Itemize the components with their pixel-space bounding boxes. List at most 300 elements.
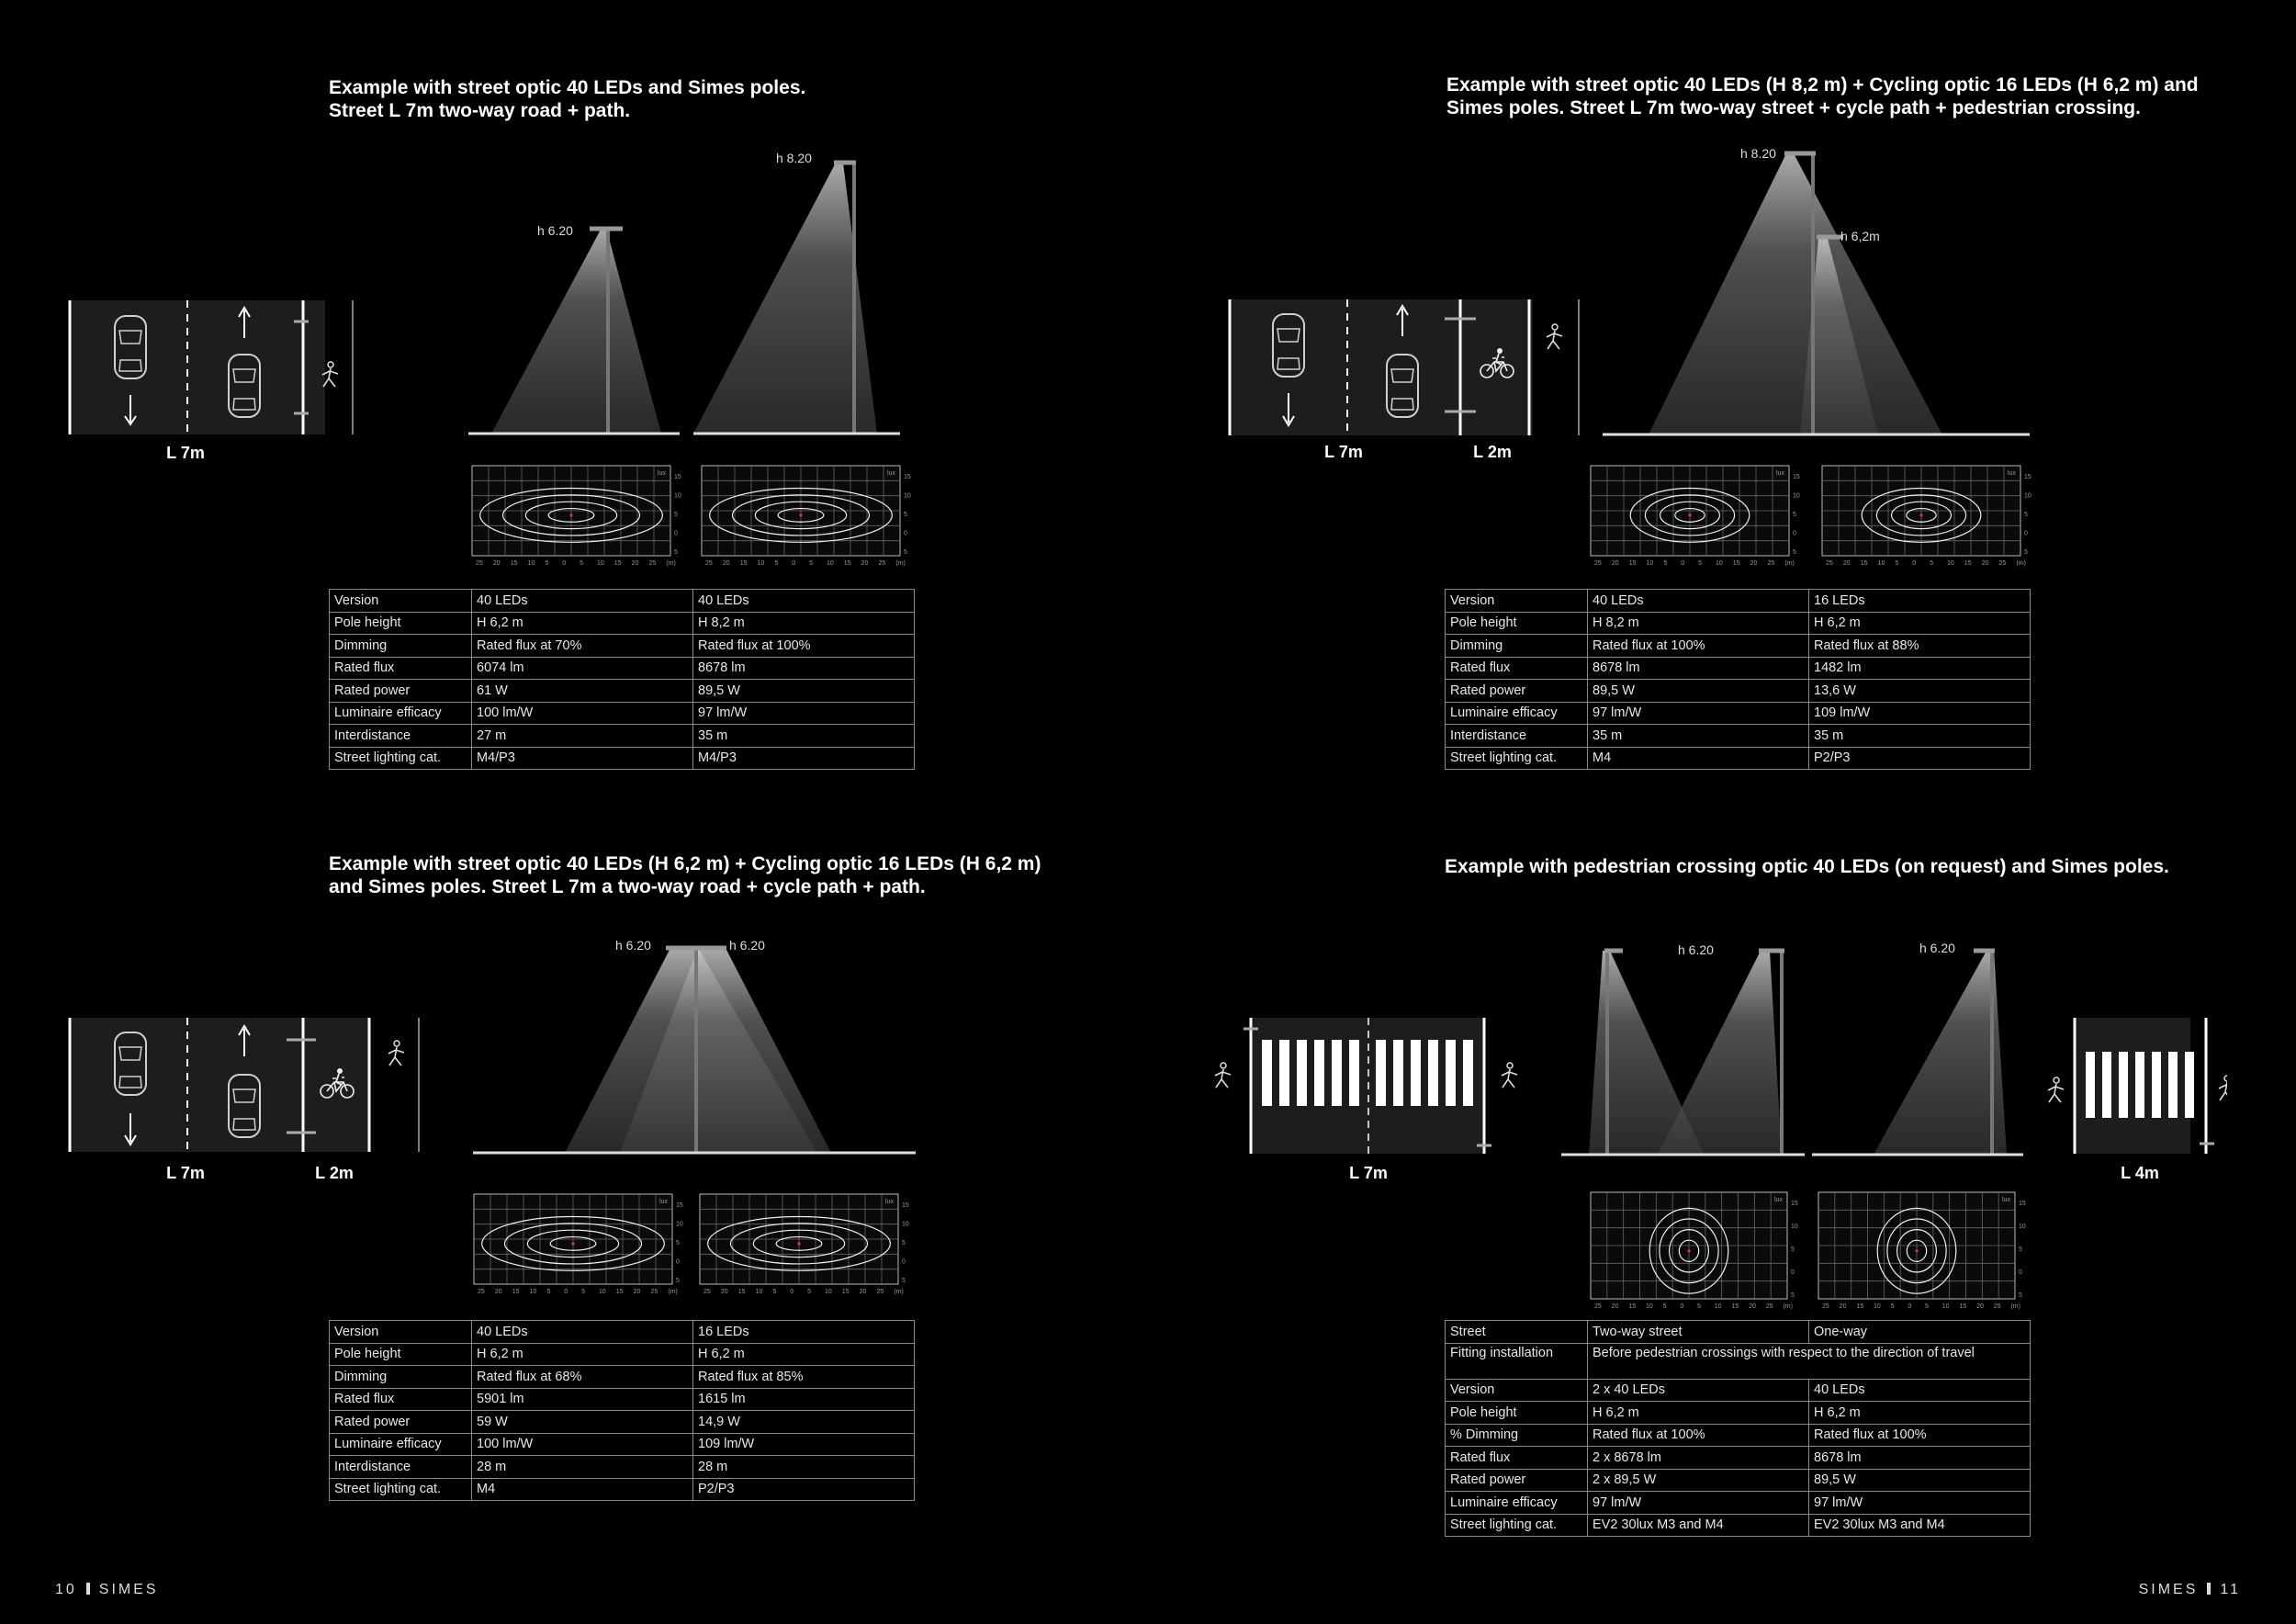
- spec-table-3: [329, 1320, 915, 1501]
- isolux-chart-4a: [1589, 1190, 1806, 1310]
- pole-height-label: h 6.20: [1919, 941, 1955, 955]
- axis-tick-label: 20: [1981, 560, 1989, 567]
- axis-tick-label: 25: [705, 560, 713, 567]
- axis-tick-label: 5: [1698, 560, 1703, 567]
- axis-tick-label: 10: [676, 1221, 683, 1228]
- axis-tick-label: 25: [876, 1289, 884, 1295]
- pole-height-label: h 8.20: [776, 151, 812, 165]
- axis-unit-label: lux: [658, 470, 666, 477]
- spec-value: Two-way street: [1588, 1321, 1809, 1344]
- spec-row: [1446, 1402, 2031, 1425]
- spec-row: [1446, 590, 2031, 613]
- spec-value: 40 LEDs: [472, 1321, 693, 1344]
- spec-value: Rated flux at 88%: [1809, 635, 2031, 658]
- spec-label: Rated power: [330, 1411, 472, 1434]
- axis-tick-label: 5: [904, 512, 907, 518]
- axis-tick-label: 5: [1930, 560, 1934, 567]
- spec-value: H 6,2 m: [1809, 1402, 2031, 1425]
- axis-tick-label: (m): [668, 1289, 678, 1295]
- section4-title: Example with pedestrian crossing optic 40 LEDs (on request) and Simes poles.: [1445, 856, 2169, 877]
- axis-tick-label: 10: [826, 560, 834, 567]
- page-number: 10: [55, 1582, 77, 1597]
- axis-tick-label: 20: [1839, 1303, 1847, 1310]
- spec-value: M4: [472, 1478, 693, 1501]
- axis-tick-label: 15: [1964, 560, 1972, 567]
- spec-value: 40 LEDs: [1588, 590, 1809, 613]
- pole-height-label: h 6.20: [729, 938, 765, 953]
- spec-label: Rated flux: [330, 1388, 472, 1411]
- axis-tick-label: (m): [894, 1289, 904, 1295]
- axis-tick-label: 5: [674, 512, 678, 518]
- axis-tick-label: 5: [2024, 549, 2028, 556]
- axis-tick-label: 10: [1646, 560, 1654, 567]
- spec-value: 8678 lm: [1588, 657, 1809, 680]
- spec-row: [1446, 680, 2031, 703]
- axis-tick-label: 10: [902, 1221, 909, 1228]
- axis-tick-label: 25: [1822, 1303, 1829, 1310]
- axis-tick-label: 5: [2019, 1292, 2022, 1299]
- axis-tick-label: 0: [2019, 1269, 2022, 1276]
- spec-label: % Dimming: [1446, 1424, 1588, 1447]
- axis-tick-label: 15: [1731, 1303, 1739, 1310]
- spec-value: 97 lm/W: [693, 702, 915, 725]
- axis-tick-label: 0: [1908, 1303, 1912, 1310]
- axis-tick-label: 0: [1912, 560, 1917, 567]
- spec-row: [330, 1388, 915, 1411]
- spec-label: Version: [1446, 590, 1588, 613]
- axis-tick-label: 15: [1791, 1201, 1798, 1207]
- spec-value: Rated flux at 85%: [693, 1366, 915, 1389]
- isolux-chart-1a: [470, 464, 689, 567]
- isolux-chart-4b: [1817, 1190, 2033, 1310]
- brand-name: SIMES: [98, 1582, 159, 1597]
- footer-right: [2139, 1582, 2241, 1598]
- spec-value: H 6,2 m: [1809, 612, 2031, 635]
- spec-value: 97 lm/W: [1588, 1492, 1809, 1515]
- axis-tick-label: 20: [861, 560, 869, 567]
- spec-row: [1446, 635, 2031, 658]
- axis-tick-label: 15: [674, 474, 681, 480]
- spec-value: 35 m: [1809, 725, 2031, 748]
- axis-tick-label: 10: [1715, 560, 1723, 567]
- axis-tick-label: 0: [1791, 1269, 1795, 1276]
- spec-value: 109 lm/W: [693, 1433, 915, 1456]
- spec-value: 61 W: [472, 680, 693, 703]
- spec-value: P2/P3: [693, 1478, 915, 1501]
- spec-value: 28 m: [472, 1456, 693, 1479]
- axis-tick-label: 15: [843, 560, 851, 567]
- spec-value: 89,5 W: [693, 680, 915, 703]
- spec-value: 8678 lm: [693, 657, 915, 680]
- axis-tick-label: 20: [631, 560, 639, 567]
- road-plan-1: [64, 294, 367, 468]
- road-plan-3: [64, 1010, 432, 1185]
- pole-marker: [1915, 1249, 1918, 1252]
- pole-marker: [1687, 1249, 1690, 1252]
- axis-tick-label: 10: [1877, 560, 1885, 567]
- axis-tick-label: 5: [1697, 1303, 1701, 1310]
- axis-tick-label: 0: [676, 1258, 680, 1266]
- spec-label: Dimming: [330, 635, 472, 658]
- axis-tick-label: 10: [904, 492, 911, 500]
- spec-value: 2 x 89,5 W: [1588, 1469, 1809, 1492]
- spec-row: [330, 680, 915, 703]
- pole-marker: [569, 513, 572, 516]
- road-width-label: L 4m: [2121, 1164, 2159, 1182]
- spec-value: 1482 lm: [1809, 657, 2031, 680]
- brand-name: SIMES: [2138, 1582, 2199, 1597]
- spec-value: EV2 30lux M3 and M4: [1809, 1514, 2031, 1537]
- spec-value: 97 lm/W: [1809, 1492, 2031, 1515]
- spec-table-2: [1445, 589, 2031, 770]
- axis-tick-label: 25: [1998, 560, 2007, 567]
- axis-tick-label: 10: [674, 492, 681, 500]
- axis-tick-label: 0: [790, 1289, 794, 1295]
- spec-row: [1446, 725, 2031, 748]
- axis-tick-label: 10: [598, 1289, 606, 1295]
- section2-title: Example with street optic 40 LEDs (H 8,2 m) + Cycling optic 16 LEDs (H 6,2 m) and Simes poles. Street L 7m two-way street + cycle path + pedestrian crossing.: [1446, 74, 2199, 118]
- axis-tick-label: 20: [859, 1289, 867, 1295]
- axis-tick-label: 15: [739, 560, 748, 567]
- axis-tick-label: 15: [1732, 560, 1740, 567]
- spec-value: 35 m: [1588, 725, 1809, 748]
- axis-tick-label: 0: [902, 1258, 906, 1266]
- spec-row: [1446, 657, 2031, 680]
- axis-tick-label: 0: [1680, 1303, 1684, 1310]
- spec-value: M4/P3: [472, 747, 693, 770]
- spec-value: P2/P3: [1809, 747, 2031, 770]
- spec-label: Street lighting cat.: [1446, 747, 1588, 770]
- spec-value: H 8,2 m: [1588, 612, 1809, 635]
- spec-value: 100 lm/W: [472, 1433, 693, 1456]
- axis-tick-label: 10: [1946, 560, 1954, 567]
- axis-tick-label: 25: [1993, 1303, 2001, 1310]
- spec-value: 28 m: [693, 1456, 915, 1479]
- axis-tick-label: 20: [720, 1289, 728, 1295]
- pole-elevation-1: [468, 147, 909, 441]
- spec-row: [330, 1321, 915, 1344]
- axis-tick-label: 25: [648, 560, 657, 567]
- spec-table-1: [329, 589, 915, 770]
- spec-row: [1446, 1343, 2031, 1379]
- axis-tick-label: 5: [581, 1289, 586, 1295]
- isolux-chart-3b: [698, 1192, 917, 1295]
- spec-value: 16 LEDs: [1809, 590, 2031, 613]
- spec-label: Street lighting cat.: [330, 747, 472, 770]
- axis-tick-label: 15: [2019, 1201, 2026, 1207]
- axis-tick-label: 5: [1663, 560, 1668, 567]
- spec-label: Rated power: [330, 680, 472, 703]
- spec-value: 109 lm/W: [1809, 702, 2031, 725]
- spec-label: Luminaire efficacy: [330, 1433, 472, 1456]
- spec-label: Rated power: [1446, 1469, 1588, 1492]
- section3-title: Example with street optic 40 LEDs (H 6,2 m) + Cycling optic 16 LEDs (H 6,2 m) and Simes poles. Street L 7m a two-way road + cycle path + path.: [329, 853, 1041, 897]
- axis-tick-label: 10: [2024, 492, 2032, 500]
- axis-tick-label: 0: [1793, 530, 1796, 537]
- spec-value: 89,5 W: [1588, 680, 1809, 703]
- axis-tick-label: 25: [1767, 560, 1775, 567]
- spec-value: 8678 lm: [1809, 1447, 2031, 1470]
- axis-tick-label: 5: [774, 560, 779, 567]
- section1-title: Example with street optic 40 LEDs and Simes poles. Street L 7m two-way road + path.: [329, 77, 806, 121]
- spec-label: Rated flux: [330, 657, 472, 680]
- spec-value: One-way: [1809, 1321, 2031, 1344]
- spec-value: 40 LEDs: [1809, 1379, 2031, 1402]
- axis-tick-label: 5: [809, 560, 814, 567]
- axis-tick-label: 5: [2024, 512, 2028, 518]
- spec-row: [330, 1433, 915, 1456]
- spec-value: 97 lm/W: [1588, 702, 1809, 725]
- spec-row: [330, 1456, 915, 1479]
- road-width-label: L 7m: [166, 1164, 205, 1182]
- spec-value: Rated flux at 70%: [472, 635, 693, 658]
- axis-tick-label: 15: [1959, 1303, 1967, 1310]
- pole-height-label: h 6.20: [537, 223, 573, 238]
- axis-tick-label: 15: [841, 1289, 850, 1295]
- spec-label: Pole height: [1446, 612, 1588, 635]
- spec-label: Version: [1446, 1379, 1588, 1402]
- axis-tick-label: 5: [1890, 1303, 1895, 1310]
- axis-unit-label: lux: [1776, 470, 1784, 477]
- spec-value: Rated flux at 100%: [1809, 1424, 2031, 1447]
- axis-tick-label: 10: [1646, 1303, 1653, 1310]
- spec-row: [1446, 612, 2031, 635]
- axis-tick-label: 25: [1765, 1303, 1773, 1310]
- spec-value: EV2 30lux M3 and M4: [1588, 1514, 1809, 1537]
- spec-value: Before pedestrian crossings with respect to the direction of travel: [1588, 1343, 2031, 1379]
- spec-value: 6074 lm: [472, 657, 693, 680]
- axis-tick-label: 20: [1750, 560, 1758, 567]
- path-width-label: L 2m: [1473, 443, 1512, 461]
- crossing-plan-one-way: [2043, 1010, 2227, 1185]
- road-width-label: L 7m: [166, 444, 205, 462]
- axis-tick-label: 15: [615, 1289, 624, 1295]
- spec-label: Version: [330, 590, 472, 613]
- axis-tick-label: 5: [902, 1240, 906, 1246]
- axis-tick-label: 15: [676, 1202, 683, 1209]
- axis-tick-label: 10: [1941, 1303, 1950, 1310]
- spec-row: [330, 747, 915, 770]
- spec-value: H 6,2 m: [472, 612, 693, 635]
- axis-unit-label: lux: [885, 1199, 894, 1205]
- spec-value: 40 LEDs: [472, 590, 693, 613]
- spec-label: Interdistance: [330, 1456, 472, 1479]
- road-plan-2: [1226, 294, 1589, 468]
- pole-height-label: h 6.20: [615, 938, 651, 953]
- axis-tick-label: 0: [562, 560, 567, 567]
- axis-tick-label: 5: [674, 549, 678, 556]
- spec-label: Fitting installation: [1446, 1343, 1588, 1379]
- axis-tick-label: 20: [722, 560, 730, 567]
- axis-tick-label: 5: [1791, 1246, 1795, 1253]
- pole-height-label: h 8.20: [1740, 146, 1776, 161]
- pedestrian-icon: [1547, 324, 1562, 349]
- spec-value: 5901 lm: [472, 1388, 693, 1411]
- axis-tick-label: 20: [1976, 1303, 1984, 1310]
- car-icon: [229, 355, 260, 417]
- spec-value: M4: [1588, 747, 1809, 770]
- axis-tick-label: 15: [902, 1202, 909, 1209]
- axis-tick-label: 5: [772, 1289, 777, 1295]
- axis-unit-label: lux: [2008, 470, 2016, 477]
- spec-row: [1446, 702, 2031, 725]
- path-width-label: L 2m: [315, 1164, 354, 1182]
- axis-tick-label: 0: [674, 530, 678, 537]
- axis-unit-label: lux: [2002, 1197, 2010, 1203]
- axis-tick-label: 25: [650, 1289, 658, 1295]
- axis-tick-label: 10: [2019, 1224, 2026, 1230]
- road-width-label: L 7m: [1324, 443, 1363, 461]
- car-icon: [1273, 314, 1304, 377]
- pedestrian-icon: [2048, 1077, 2064, 1102]
- axis-tick-label: 0: [2024, 530, 2028, 537]
- isolux-chart-1b: [700, 464, 918, 567]
- spec-value: 100 lm/W: [472, 702, 693, 725]
- axis-tick-label: 20: [492, 560, 501, 567]
- axis-tick-label: 15: [512, 1289, 520, 1295]
- spec-row: [1446, 1447, 2031, 1470]
- pedestrian-icon: [2219, 1076, 2227, 1100]
- pole-marker: [571, 1242, 574, 1245]
- spec-value: Rated flux at 100%: [1588, 1424, 1809, 1447]
- spec-value: Rated flux at 100%: [693, 635, 915, 658]
- pedestrian-icon: [388, 1041, 404, 1066]
- spec-row: [330, 657, 915, 680]
- axis-tick-label: 5: [546, 1289, 551, 1295]
- car-icon: [115, 316, 146, 378]
- page-number: 11: [2220, 1582, 2241, 1597]
- spec-row: [330, 1411, 915, 1434]
- pole-marker: [799, 513, 802, 516]
- axis-tick-label: 5: [1791, 1292, 1795, 1299]
- car-icon: [229, 1075, 260, 1137]
- pole-elevation-2: [1603, 142, 2043, 441]
- axis-tick-label: 10: [824, 1289, 832, 1295]
- axis-tick-label: 5: [902, 1278, 906, 1284]
- axis-tick-label: 15: [613, 560, 622, 567]
- axis-tick-label: 20: [1611, 560, 1619, 567]
- spec-value: H 8,2 m: [693, 612, 915, 635]
- spec-value: 40 LEDs: [693, 590, 915, 613]
- axis-tick-label: 5: [1925, 1303, 1929, 1310]
- axis-tick-label: 10: [529, 1289, 537, 1295]
- spec-label: Rated flux: [1446, 1447, 1588, 1470]
- axis-tick-label: 5: [1793, 549, 1796, 556]
- axis-tick-label: 25: [478, 1289, 485, 1295]
- spec-label: Luminaire efficacy: [1446, 702, 1588, 725]
- axis-tick-label: 25: [1594, 560, 1602, 567]
- pedestrian-icon: [1502, 1063, 1517, 1088]
- axis-tick-label: (m): [2016, 560, 2026, 567]
- isolux-chart-2b: [1820, 464, 2039, 567]
- isolux-chart-2a: [1589, 464, 1807, 567]
- axis-tick-label: 10: [1791, 1224, 1798, 1230]
- axis-tick-label: 5: [1662, 1303, 1667, 1310]
- axis-tick-label: 15: [1628, 1303, 1637, 1310]
- axis-tick-label: 5: [676, 1278, 680, 1284]
- axis-tick-label: (m): [666, 560, 676, 567]
- axis-tick-label: 15: [904, 474, 911, 480]
- axis-tick-label: 10: [1793, 492, 1800, 500]
- spec-row: [1446, 1514, 2031, 1537]
- axis-tick-label: 5: [1793, 512, 1796, 518]
- spec-label: Luminaire efficacy: [1446, 1492, 1588, 1515]
- axis-tick-label: 20: [1842, 560, 1851, 567]
- spec-row: [1446, 1424, 2031, 1447]
- axis-tick-label: (m): [895, 560, 906, 567]
- spec-value: 27 m: [472, 725, 693, 748]
- axis-tick-label: 25: [703, 1289, 711, 1295]
- axis-tick-label: 10: [596, 560, 604, 567]
- axis-tick-label: 10: [757, 560, 765, 567]
- spec-value: Rated flux at 68%: [472, 1366, 693, 1389]
- axis-tick-label: 20: [494, 1289, 502, 1295]
- axis-tick-label: 10: [1874, 1303, 1881, 1310]
- spec-value: 2 x 8678 lm: [1588, 1447, 1809, 1470]
- spec-label: Pole height: [330, 612, 472, 635]
- axis-tick-label: 5: [545, 560, 549, 567]
- pole-height-label: h 6,2m: [1840, 229, 1880, 243]
- axis-tick-label: 15: [1856, 1303, 1864, 1310]
- spec-label: Pole height: [330, 1343, 472, 1366]
- axis-tick-label: 15: [1860, 560, 1868, 567]
- spec-value: 2 x 40 LEDs: [1588, 1379, 1809, 1402]
- pole-marker: [797, 1242, 800, 1245]
- axis-tick-label: 20: [1749, 1303, 1756, 1310]
- spec-value: 13,6 W: [1809, 680, 2031, 703]
- pole-marker: [1919, 513, 1922, 516]
- spec-row: [1446, 1469, 2031, 1492]
- spec-value: 1615 lm: [693, 1388, 915, 1411]
- spec-label: Rated flux: [1446, 657, 1588, 680]
- spec-label: Street: [1446, 1321, 1588, 1344]
- car-icon: [115, 1032, 146, 1095]
- spec-row: [330, 635, 915, 658]
- axis-tick-label: 15: [1793, 474, 1800, 480]
- axis-tick-label: 10: [755, 1289, 763, 1295]
- spec-row: [1446, 1321, 2031, 1344]
- crossing-plan-two-way: [1203, 1010, 1534, 1185]
- axis-tick-label: 15: [737, 1289, 746, 1295]
- spec-row: [330, 1366, 915, 1389]
- axis-tick-label: 20: [1611, 1303, 1619, 1310]
- spec-label: Street lighting cat.: [1446, 1514, 1588, 1537]
- spec-value: 89,5 W: [1809, 1469, 2031, 1492]
- axis-unit-label: lux: [887, 470, 895, 477]
- pole-elevation-3: [473, 932, 923, 1162]
- spec-row: [330, 590, 915, 613]
- spec-label: Street lighting cat.: [330, 1478, 472, 1501]
- axis-tick-label: 25: [1594, 1303, 1602, 1310]
- spec-value: 35 m: [693, 725, 915, 748]
- car-icon: [1387, 355, 1418, 417]
- axis-tick-label: (m): [1783, 1303, 1793, 1310]
- spec-row: [1446, 1492, 2031, 1515]
- spec-label: Interdistance: [330, 725, 472, 748]
- spec-label: Dimming: [330, 1366, 472, 1389]
- pedestrian-icon: [1215, 1063, 1231, 1088]
- pole-elevation-4: [1557, 932, 2043, 1162]
- spec-row: [330, 702, 915, 725]
- axis-tick-label: 25: [878, 560, 886, 567]
- axis-tick-label: 0: [564, 1289, 568, 1295]
- axis-tick-label: 0: [1681, 560, 1685, 567]
- axis-tick-label: (m): [1784, 560, 1795, 567]
- axis-tick-label: 5: [676, 1240, 680, 1246]
- spec-row: [330, 725, 915, 748]
- axis-tick-label: 0: [792, 560, 796, 567]
- axis-tick-label: 15: [2024, 474, 2032, 480]
